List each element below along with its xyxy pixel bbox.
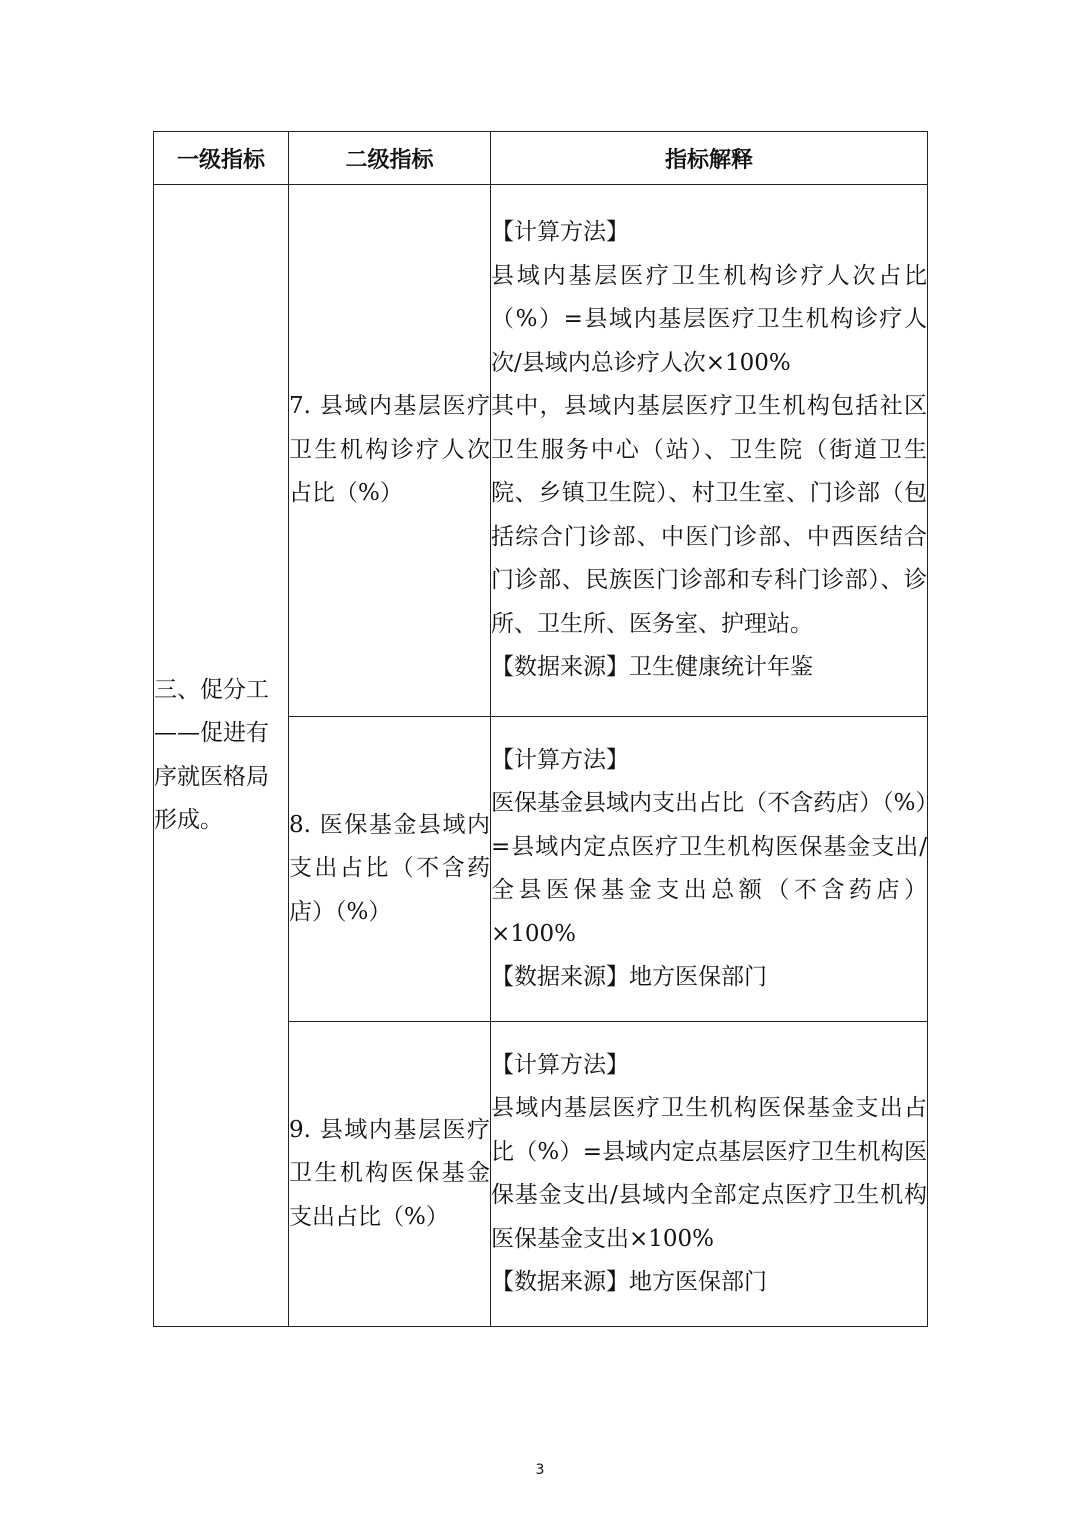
header-level2: 二级指标 <box>289 132 491 185</box>
note-text: 其中，县域内基层医疗卫生机构包括社区卫生服务中心（站）、卫生院（街道卫生院、乡镇卫生院）、村卫生室、门诊部（包括综合门诊部、中医门诊部、中西医结合门诊部、民族医门诊部和专科门诊部）、诊所、卫生所、医务室、护理站。 <box>491 393 927 637</box>
indicator-explanation <box>491 1022 928 1327</box>
method-label: 【计算方法】 <box>491 1051 629 1078</box>
indicator-explanation <box>491 185 928 717</box>
method-text: 县域内基层医疗卫生机构医保基金支出占比（%）=县域内定点基层医疗卫生机构医保基金支出/县域内全部定点医疗卫生机构医保基金支出×100% <box>491 1095 927 1252</box>
method-label: 【计算方法】 <box>491 746 629 773</box>
level2-indicator: 9. 县域内基层医疗卫生机构医保基金支出占比（%） <box>289 1022 491 1327</box>
indicator-explanation <box>491 717 928 1022</box>
method-text: 医保基金县域内支出占比（不含药店）（%）=县域内定点医疗卫生机构医保基金支出/全县医保基金支出总额（不含药店）×100% <box>491 790 927 947</box>
table-row <box>154 185 928 717</box>
header-row <box>154 132 928 185</box>
page-number: 3 <box>535 1462 545 1478</box>
level1-indicator: 三、促分工——促进有序就医格局形成。 <box>154 185 289 1327</box>
header-explanation: 指标解释 <box>491 132 928 185</box>
level2-indicator: 8. 医保基金县域内支出占比（不含药店）（%） <box>289 717 491 1022</box>
source-text: 【数据来源】地方医保部门 <box>491 1269 767 1295</box>
indicator-table <box>153 131 928 1327</box>
level2-indicator: 7. 县域内基层医疗卫生机构诊疗人次占比（%） <box>289 185 491 717</box>
source-text: 【数据来源】地方医保部门 <box>491 964 767 990</box>
method-text: 县域内基层医疗卫生机构诊疗人次占比（%）=县域内基层医疗卫生机构诊疗人次/县域内总诊疗人次×100% <box>491 262 927 376</box>
method-label: 【计算方法】 <box>491 219 629 246</box>
header-level1: 一级指标 <box>154 132 289 185</box>
source-text: 【数据来源】卫生健康统计年鉴 <box>491 654 813 681</box>
